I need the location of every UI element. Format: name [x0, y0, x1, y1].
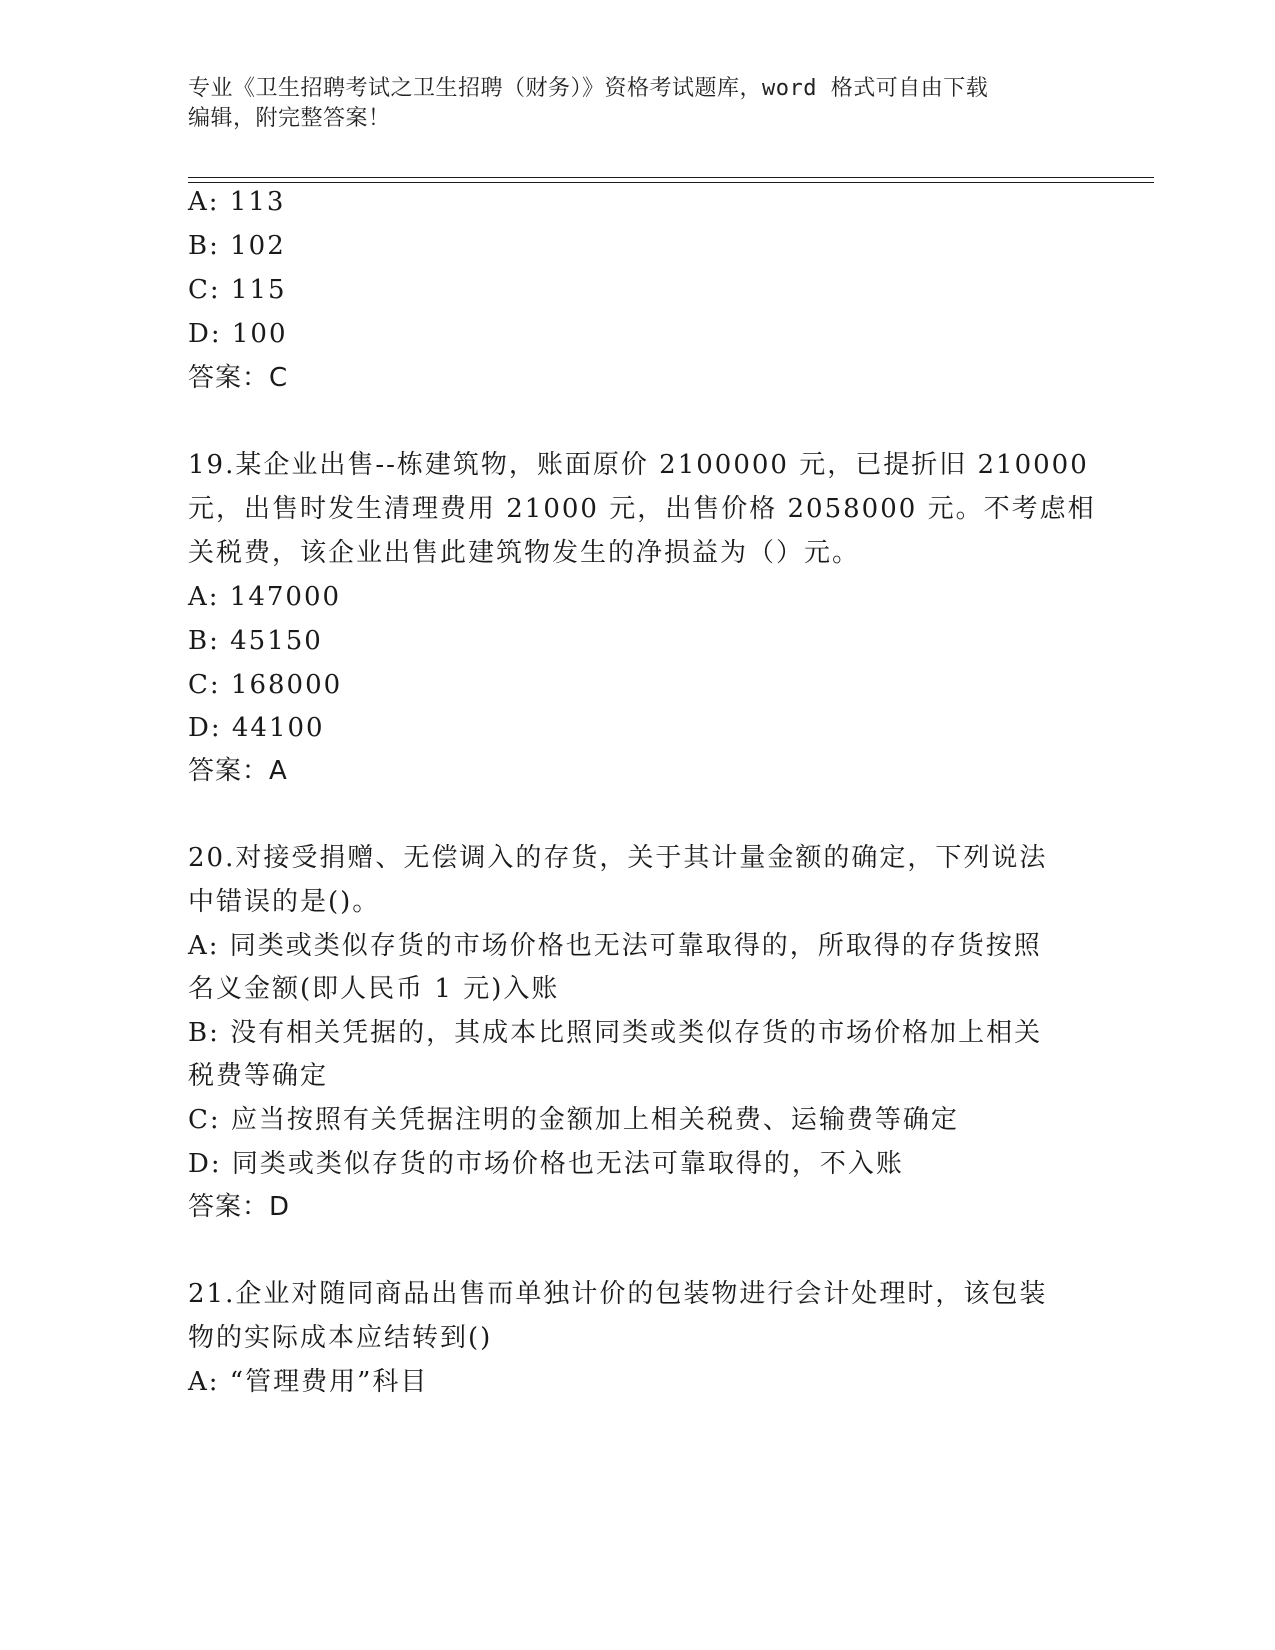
- q20-option-d: D: 同类或类似存货的市场价格也无法可靠取得的，不入账: [188, 1149, 904, 1179]
- header-divider-bottom: [188, 182, 1154, 183]
- header-title-line-2: 编辑，附完整答案！: [188, 106, 391, 131]
- q20-option-c: C: 应当按照有关凭据注明的金额加上相关税费、运输费等确定: [188, 1105, 959, 1135]
- q19-stem-line-1: 19.某企业出售--栋建筑物，账面原价 2100000 元，已提折旧 210000: [188, 450, 1089, 480]
- q21-stem-line-1: 21.企业对随同商品出售而单独计价的包装物进行会计处理时，该包装: [188, 1279, 1048, 1309]
- q20-option-a-line-1: A: 同类或类似存货的市场价格也无法可靠取得的，所取得的存货按照: [188, 931, 1042, 961]
- q19-option-d: D: 44100: [188, 713, 325, 743]
- q19-stem-line-3: 关税费，该企业出售此建筑物发生的净损益为（）元。: [188, 538, 861, 568]
- q18-option-b: B: 102: [188, 231, 286, 261]
- q18-option-a: A: 113: [188, 187, 286, 217]
- q19-stem-line-2: 元，出售时发生清理费用 21000 元，出售价格 2058000 元。不考虑相: [188, 494, 1096, 524]
- q19-answer: 答案：A: [188, 756, 288, 786]
- q20-option-b-line-2: 税费等确定: [188, 1061, 329, 1091]
- header-title-line-1: 专业《卫生招聘考试之卫生招聘（财务）》资格考试题库，word 格式可自由下载: [188, 76, 989, 101]
- q20-stem-line-2: 中错误的是()。: [188, 887, 381, 917]
- q18-answer: 答案：C: [188, 363, 289, 393]
- q19-option-a: A: 147000: [188, 582, 342, 612]
- q21-option-a: A: “管理费用”科目: [188, 1367, 429, 1397]
- q20-option-a-line-2: 名义金额(即人民币 1 元)入账: [188, 974, 560, 1004]
- document-header: [188, 74, 1068, 134]
- q21-stem-line-2: 物的实际成本应结转到(): [188, 1323, 493, 1353]
- q18-option-d: D: 100: [188, 319, 288, 349]
- q20-answer: 答案：D: [188, 1192, 291, 1222]
- q20-option-b-line-1: B: 没有相关凭据的，其成本比照同类或类似存货的市场价格加上相关: [188, 1018, 1043, 1048]
- q19-option-b: B: 45150: [188, 626, 323, 656]
- q20-stem-line-1: 20.对接受捐赠、无偿调入的存货，关于其计量金额的确定，下列说法: [188, 843, 1048, 873]
- q18-option-c: C: 115: [188, 275, 287, 305]
- q19-option-c: C: 168000: [188, 670, 343, 700]
- header-divider-top: [188, 177, 1154, 178]
